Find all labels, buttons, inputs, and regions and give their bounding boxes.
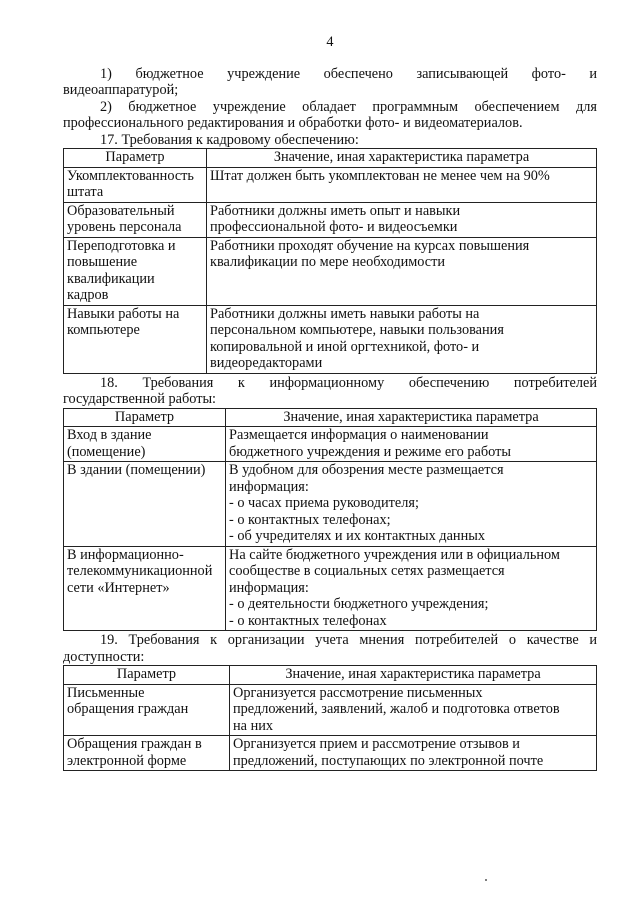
cell-line: Обращения граждан в bbox=[67, 736, 202, 752]
word: обеспечению bbox=[408, 374, 490, 391]
cell-line: Работники должны иметь опыт и навыки bbox=[210, 202, 461, 219]
value-cell bbox=[207, 305, 597, 373]
cell-line: Вход в здание bbox=[67, 427, 152, 443]
cell-line: электронной форме bbox=[67, 752, 187, 769]
word: программным bbox=[372, 98, 459, 115]
feedback-requirements-table bbox=[63, 665, 597, 771]
word: к bbox=[237, 374, 245, 391]
table-row bbox=[64, 237, 597, 305]
column-header-value: Значение, иная характеристика параметра bbox=[230, 666, 597, 685]
intro-item-1-line2: видеоаппаратурой; bbox=[63, 82, 179, 98]
cell-line: бюджетного учреждения и режиме его работы bbox=[229, 443, 511, 460]
parameter-cell bbox=[64, 736, 230, 771]
word: мнения bbox=[359, 632, 405, 648]
cell-line: на них bbox=[233, 717, 274, 734]
section-18-heading-line2: государственной работы: bbox=[63, 391, 217, 407]
parameter-cell bbox=[64, 546, 226, 631]
information-requirements-table bbox=[63, 408, 597, 632]
table-row bbox=[64, 427, 597, 462]
word: учреждение bbox=[227, 65, 301, 82]
intro-item-1-line1 bbox=[63, 66, 597, 83]
word: записывающей bbox=[416, 65, 509, 82]
column-header-value: Значение, иная характеристика параметра bbox=[226, 408, 597, 427]
intro-item-2-line2: профессионального редактирования и обработки фото- и видеоматериалов. bbox=[63, 115, 523, 131]
cell-line: квалификации bbox=[67, 270, 155, 287]
cell-line: - о деятельности бюджетного учреждения; bbox=[229, 596, 489, 612]
value-cell bbox=[226, 427, 597, 462]
word: потребителей bbox=[414, 632, 499, 648]
table-header-row bbox=[64, 149, 597, 168]
cell-line: Работники должны иметь навыки работы на bbox=[210, 305, 480, 322]
parameter-cell bbox=[64, 167, 207, 202]
table-header-row bbox=[64, 666, 597, 685]
cell-line: информация: bbox=[229, 579, 309, 596]
cell-line: Образовательный bbox=[67, 202, 175, 219]
section-17-heading: 17. Требования к кадровому обеспечению: bbox=[100, 131, 359, 148]
staffing-requirements-table bbox=[63, 148, 597, 374]
cell-line: - об учредителях и их контактных данных bbox=[229, 528, 485, 544]
cell-line: штата bbox=[67, 184, 104, 200]
column-header-value: Значение, иная характеристика параметра bbox=[207, 149, 597, 168]
cell-line: телекоммуникационной bbox=[67, 563, 213, 579]
column-header-parameter: Параметр bbox=[64, 149, 207, 168]
parameter-cell bbox=[64, 305, 207, 373]
cell-line: Работники проходят обучение на курсах повышения bbox=[210, 237, 530, 254]
table-row bbox=[64, 736, 597, 771]
word: потребителей bbox=[513, 374, 598, 391]
cell-line: предложений, поступающих по электронной почте bbox=[233, 752, 544, 769]
page-number: 4 bbox=[326, 34, 334, 50]
word: обладает bbox=[302, 98, 356, 115]
word: учреждение bbox=[212, 98, 286, 115]
cell-line: - о часах приема руководителя; bbox=[229, 495, 419, 511]
table-row bbox=[64, 202, 597, 237]
section-18-heading-line1 bbox=[63, 375, 597, 392]
cell-line: В здании (помещении) bbox=[67, 462, 206, 478]
word: 19. Требования bbox=[100, 632, 200, 648]
section-19-heading-line1 bbox=[63, 632, 597, 649]
cell-line: Размещается информация о наименовании bbox=[229, 427, 489, 443]
cell-line: - о контактных телефонах; bbox=[229, 511, 391, 528]
column-header-parameter: Параметр bbox=[64, 408, 226, 427]
cell-line: Организуется рассмотрение письменных bbox=[233, 684, 483, 701]
table-row bbox=[64, 546, 597, 631]
cell-line: сети «Интернет» bbox=[67, 579, 170, 596]
table-row bbox=[64, 305, 597, 373]
intro-item-2-line1 bbox=[63, 99, 597, 116]
cell-line: повышение bbox=[67, 254, 138, 270]
cell-line: квалификации по мере необходимости bbox=[210, 254, 446, 270]
word: организации bbox=[227, 632, 305, 648]
table-row bbox=[64, 167, 597, 202]
cell-line: копировальной и иной оргтехникой, фото- и bbox=[210, 338, 480, 355]
table-row bbox=[64, 462, 597, 547]
value-cell bbox=[230, 736, 597, 771]
value-cell bbox=[226, 546, 597, 631]
word: качестве bbox=[526, 632, 579, 648]
word: и bbox=[589, 65, 598, 82]
word: 1) бюджетное bbox=[100, 65, 204, 82]
value-cell bbox=[207, 237, 597, 305]
cell-line: На сайте бюджетного учреждения или в официальном bbox=[229, 546, 560, 563]
cell-line: кадров bbox=[67, 287, 109, 303]
word: фото- bbox=[531, 65, 566, 82]
parameter-cell bbox=[64, 684, 230, 736]
value-cell bbox=[230, 684, 597, 736]
word: к bbox=[210, 632, 218, 648]
parameter-cell bbox=[64, 462, 226, 547]
cell-line: Письменные bbox=[67, 684, 145, 701]
word: 2) бюджетное bbox=[100, 98, 197, 115]
cell-line: Переподготовка и bbox=[67, 237, 176, 254]
cell-line: (помещение) bbox=[67, 443, 146, 460]
word: для bbox=[575, 98, 597, 115]
word: 18. Требования bbox=[100, 374, 214, 391]
column-header-parameter: Параметр bbox=[64, 666, 230, 685]
section-19-heading-line2: доступности: bbox=[63, 648, 145, 665]
scan-speck bbox=[485, 879, 487, 881]
value-cell bbox=[207, 167, 597, 202]
cell-line: В информационно- bbox=[67, 546, 184, 563]
cell-line: Укомплектованность bbox=[67, 167, 194, 184]
word: информационному bbox=[269, 374, 385, 391]
word: обеспечением bbox=[474, 98, 560, 115]
cell-line: профессиональной фото- и видеосъемки bbox=[210, 219, 458, 235]
cell-line: обращения граждан bbox=[67, 701, 189, 717]
parameter-cell bbox=[64, 237, 207, 305]
word: и bbox=[589, 632, 598, 648]
word: о bbox=[508, 632, 517, 648]
parameter-cell bbox=[64, 202, 207, 237]
word: обеспечено bbox=[323, 65, 393, 82]
cell-line: видеоредакторами bbox=[210, 355, 323, 371]
word: учета bbox=[315, 632, 349, 648]
cell-line: уровень персонала bbox=[67, 219, 182, 235]
table-row bbox=[64, 684, 597, 736]
parameter-cell bbox=[64, 427, 226, 462]
cell-line: предложений, заявлений, жалоб и подготовка ответов bbox=[233, 701, 560, 717]
cell-line: Штат должен быть укомплектован не менее чем на 90% bbox=[210, 167, 550, 184]
cell-line: компьютере bbox=[67, 322, 140, 338]
cell-line: Навыки работы на bbox=[67, 305, 180, 322]
value-cell bbox=[207, 202, 597, 237]
cell-line: сообществе в социальных сетях размещается bbox=[229, 563, 505, 579]
cell-line: - о контактных телефонах bbox=[229, 612, 387, 629]
cell-line: информация: bbox=[229, 478, 309, 495]
cell-line: персональном компьютере, навыки пользования bbox=[210, 322, 504, 338]
cell-line: Организуется прием и рассмотрение отзывов и bbox=[233, 736, 520, 752]
cell-line: В удобном для обозрения месте размещается bbox=[229, 462, 504, 478]
value-cell bbox=[226, 462, 597, 547]
table-header-row bbox=[64, 408, 597, 427]
